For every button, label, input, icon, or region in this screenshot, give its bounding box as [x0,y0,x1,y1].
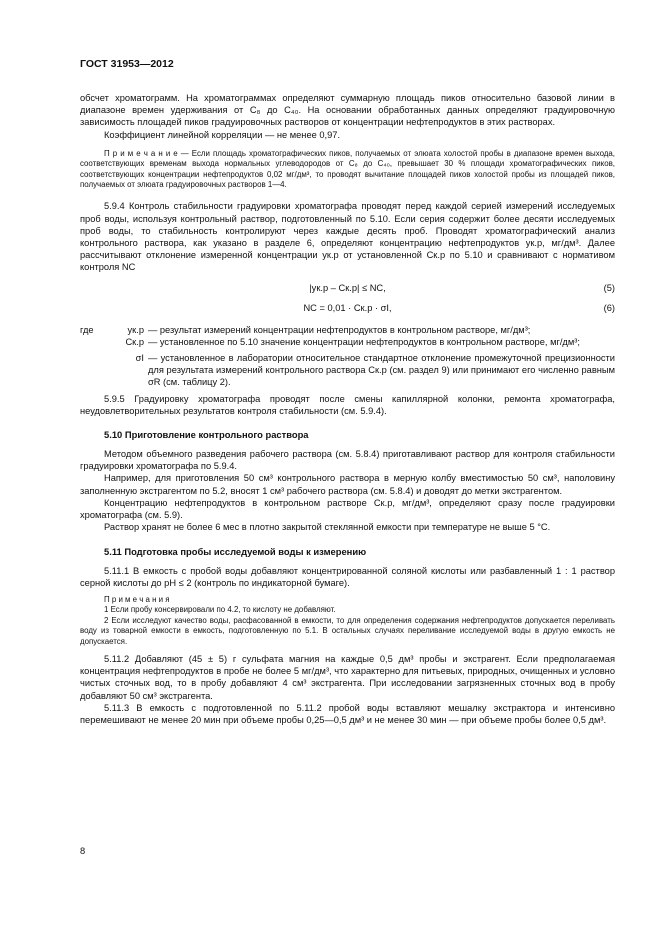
paragraph-5-10-a: Методом объемного разведения рабочего раствора (см. 5.8.4) приготавливают раствор для контроля стабильности градуировки хроматографа по 5.9.4. [80,449,615,472]
definition-symbol: yк.р [127,324,144,335]
paragraph-5-10-c: Концентрацию нефтепродуктов в контрольном растворе Cк.р, мг/дм³, определяют сразу после градуировки хроматографа (см. 5.9). [80,497,615,521]
paragraph-5-9-4: 5.9.4 Контроль стабильности градуировки хроматографа проводят перед каждой серией измерений исследуемых проб воды, используя контрольный раствор, подготовленный по 5.10. Если серия содержит более десяти исследуемых проб воды, то стабильность контролируют через каждые десять проб. Проводят хроматографический анализ контрольного раствора, как указано в разделе 6, определяют концентрацию нефтепродуктов yк.р, мг/дм³. Далее рассчитывают отклонение измеренной концентрации yк.р от установленной Cк.р по 5.10 и сравнивают с нормативом контроля NC [80,201,615,273]
formula-6-number: (6) [603,302,615,313]
note-item-2: 2 Если исследуют качество воды, расфасованной в емкости, то для определения содержания нефтепродуктов допускается переливать воду из товарной емкости в емкость, подготовленную по 5.1. В остальных случаях переливание исследуемой воды в другую емкость не допускается. [80,615,615,646]
definition-row [80,336,615,348]
page-number: 8 [80,846,86,856]
paragraph-5-9-5: 5.9.5 Градуировку хроматографа проводят после смены капиллярной колонки, ремонта хроматографа, неудовлетворительных результатов контроля стабильности (см. 5.9.4). [80,393,615,416]
paragraph-5-11-2: 5.11.2 Добавляют (45 ± 5) г сульфата магния на каждые 0,5 дм³ пробы и экстрагент. Если предполагаемая концентрация нефтепродуктов в пробе не более 5 мг/дм³, что характерно для питьевых, природных, очищенных и условно чистых сточных вод, то в пробу добавляют 4 см³ экстрагента. При исследовании загрязненных сточных вод в пробу добавляют 50 см³ экстрагента. [80,653,615,701]
definition-text: — установленное по 5.10 значение концентрации нефтепродуктов в контрольном растворе, мг/дм³; [148,336,580,347]
paragraph-5-11-1: 5.11.1 В емкость с пробой воды добавляют концентрированной соляной кислоты или разбавленный 1 : 1 раствор серной кислоты до pH ≤ 2 (контроль по индикаторной бумаге). [80,565,615,588]
document-page [80,58,615,726]
formula-5-expression: |yк.р – Cк.р| ≤ NC, [309,282,386,293]
definition-text: — результат измерений концентрации нефтепродуктов в контрольном растворе, мг/дм³; [148,324,531,335]
paragraph-5-10-d: Раствор хранят не более 6 мес в плотно закрытой стеклянной емкости при температуре не выше 5 °C. [104,522,551,533]
section-heading-5-10: 5.10 Приготовление контрольного раствора [104,429,309,441]
note-item-1: 1 Если пробу консервировали по 4.2, то кислоту не добавляют. [104,605,336,615]
formula-5 [80,282,615,296]
note-blank-sample [80,149,615,191]
note-label: П р и м е ч а н и е [104,148,178,158]
note-text: — Если площадь хроматографических пиков, получаемых от элюата холостой пробы в диапазоне времен выхода, соответствующих временам выхода нормальных углеводородов от C₈ до C₄₀, превышает 30 % площади хроматографических пиков, соответствующих концентрации нефтепродуктов 0,02 мг/дм³, то проводят вычитание площадей пиков холостой пробы из площадей пиков, получаемых от элюата градуировочных растворов 1—4. [80,148,615,190]
definition-row [80,352,615,389]
paragraph-5-10-b: Например, для приготовления 50 см³ контрольного раствора в мерную колбу вместимостью 50 см³, наполовину заполненную экстрагентом по 5.2, вносят 1 см³ рабочего раствора (см. 5.8.4) и доводят до метки экстрагентом. [80,473,615,496]
section-heading-5-11: 5.11 Подготовка пробы исследуемой воды к измерению [104,545,367,557]
formula-6-expression: NC = 0,01 · Cк.р · σI, [303,302,392,313]
definition-symbol: Cк.р [125,336,144,347]
definition-symbol: σI [135,353,144,364]
where-label: где [80,324,94,335]
definitions-list [80,324,615,389]
document-header: ГОСТ 31953—2012 [80,58,174,70]
definition-text: — установленное в лаборатории относительное стандартное отклонение промежуточной прецизионности для результата измерений контрольного раствора Cк.р (см. раздел 9) или принимают его численно равным σR (см. таблицу 2). [148,353,615,388]
formula-5-number: (5) [603,282,615,293]
formula-6 [80,302,615,316]
paragraph-correlation: Коэффициент линейной корреляции — не менее 0,97. [104,129,341,140]
definition-row [80,324,615,336]
notes-label: П р и м е ч а н и я [104,594,170,604]
paragraph-5-11-3: 5.11.3 В емкость с подготовленной по 5.11.2 пробой воды вставляют мешалку экстрактора и интенсивно перемешивают не менее 20 мин при объеме пробы 0,25—0,5 дм³ и не менее 30 мин — при объеме пробы более 0,5 дм³. [80,702,615,725]
paragraph-calibration-processing: обсчет хроматограмм. На хроматограммах определяют суммарную площадь пиков относительно базовой линии в диапазоне времен удерживания от C₈ до C₄₀. На основании обработанных данных определяют градуировочную зависимость площадей пиков градуировочных растворов от концентрации нефтепродуктов в этих растворах. [80,93,615,128]
